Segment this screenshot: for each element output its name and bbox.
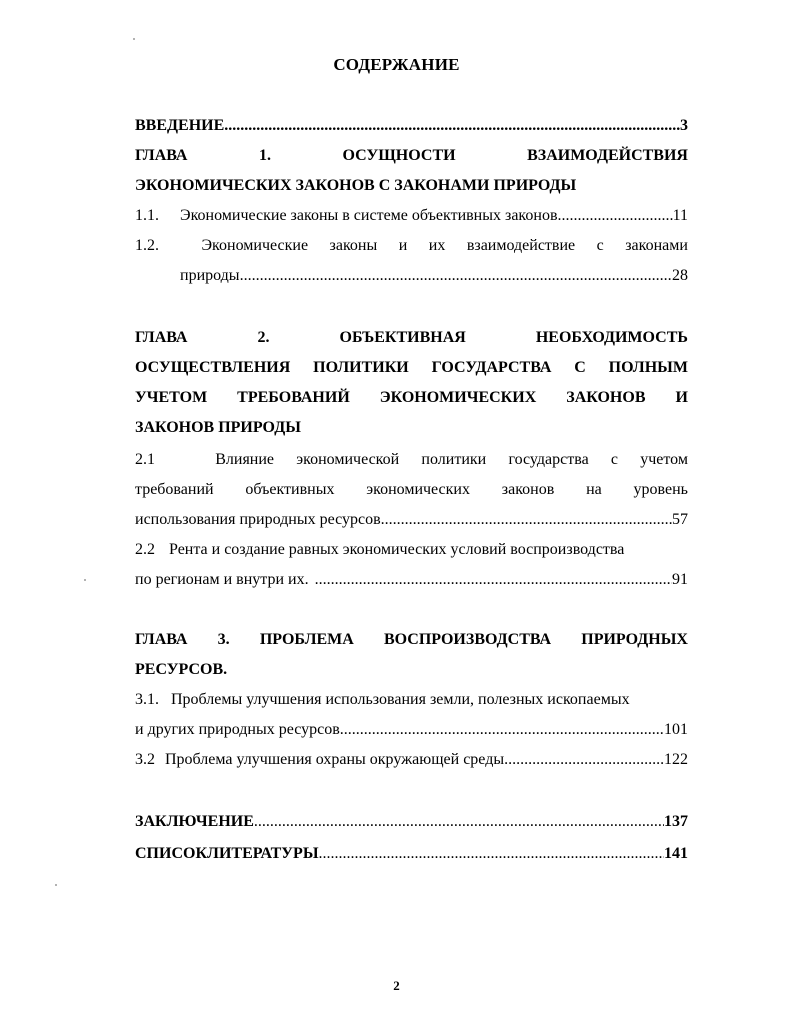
section-title: по регионам и внутри их. xyxy=(135,571,309,588)
chapter-2-title-line-1 xyxy=(135,325,688,351)
title-word: ЭКОНОМИЧЕСКИХ xyxy=(379,389,537,406)
section-number: 2.1 xyxy=(135,451,155,468)
section-number: 3.2 xyxy=(135,751,155,768)
page-title: СОДЕРЖАНИЕ xyxy=(333,55,460,74)
toc-entry-1-2-line-1[interactable] xyxy=(135,233,688,259)
chapter-2-title-line-2 xyxy=(135,355,688,381)
leader-dots xyxy=(315,567,672,593)
section-word: политики xyxy=(421,451,487,468)
toc-page-number: 91 xyxy=(672,571,688,588)
section-word: на xyxy=(586,481,602,498)
leader-dots xyxy=(240,263,672,289)
toc-page-number: 101 xyxy=(664,721,688,738)
toc-entry-intro[interactable] xyxy=(135,113,688,139)
section-title: использования природных ресурсов xyxy=(135,511,381,528)
leader-dots xyxy=(381,507,672,533)
section-word: экономической xyxy=(296,451,400,468)
title-word: ГОСУДАРСТВА xyxy=(431,359,552,376)
toc-entry-3-2[interactable] xyxy=(135,747,688,773)
toc-entry-label: ВВЕДЕНИЕ xyxy=(135,117,225,134)
section-number: 1.2. xyxy=(135,237,159,254)
toc-entry-conclusion[interactable] xyxy=(135,809,688,835)
title-word: С xyxy=(574,359,586,376)
leader-dots xyxy=(558,203,673,229)
section-number: 2.2 xyxy=(135,541,155,558)
toc-page-number: 57 xyxy=(672,511,688,528)
leader-dots xyxy=(254,809,664,835)
title-word: ТРЕБОВАНИЙ xyxy=(237,389,350,406)
title-word: 1. xyxy=(258,147,271,164)
section-word: с xyxy=(610,451,618,468)
section-word: законы xyxy=(329,237,378,254)
title-word: ГЛАВА xyxy=(135,329,188,346)
toc-entry-1-1[interactable] xyxy=(135,203,688,229)
section-word: экономических xyxy=(366,481,470,498)
section-word: требований xyxy=(135,481,214,498)
title-word: ПРИРОДНЫХ xyxy=(581,631,688,648)
toc-entry-bibliography[interactable] xyxy=(135,841,688,867)
toc-page-number: 11 xyxy=(672,207,688,224)
toc-page-number: 137 xyxy=(664,813,688,830)
chapter-2-title-line-4: ЗАКОНОВ ПРИРОДЫ xyxy=(135,419,301,436)
toc-page-number: 122 xyxy=(664,751,688,768)
title-word: УЧЕТОМ xyxy=(135,389,208,406)
section-word: с xyxy=(596,237,604,254)
title-word: ОСУЩНОСТИ xyxy=(342,147,456,164)
toc-entry-label: СПИСОКЛИТЕРАТУРЫ xyxy=(135,845,319,862)
section-word: Влияние xyxy=(215,451,275,468)
chapter-1-title-line-2: ЭКОНОМИЧЕСКИХ ЗАКОНОВ С ЗАКОНАМИ ПРИРОДЫ xyxy=(135,177,577,194)
toc-page-number: 28 xyxy=(672,267,688,284)
leader-dots xyxy=(224,113,680,139)
section-word: их xyxy=(428,237,446,254)
scan-speck xyxy=(133,38,135,40)
section-number: 3.1. xyxy=(135,691,159,708)
title-word: ОБЪЕКТИВНАЯ xyxy=(339,329,466,346)
section-word: законами xyxy=(625,237,688,254)
title-word: ЗАКОНОВ xyxy=(566,389,646,406)
toc-entry-2-1-line-2[interactable] xyxy=(135,477,688,503)
section-word: взаимодействие xyxy=(466,237,576,254)
title-word: И xyxy=(675,389,688,406)
section-word: Экономические xyxy=(201,237,309,254)
toc-entry-3-1-line-2[interactable] xyxy=(135,717,688,743)
toc-entry-2-2-line-2[interactable] xyxy=(135,567,688,593)
section-title: Проблемы улучшения использования земли, полезных ископаемых xyxy=(171,691,630,708)
title-word: ОСУЩЕСТВЛЕНИЯ xyxy=(135,359,291,376)
leader-dots xyxy=(319,841,664,867)
toc-entry-label: ЗАКЛЮЧЕНИЕ xyxy=(135,813,254,830)
section-word: законов xyxy=(501,481,555,498)
title-word: 2. xyxy=(257,329,270,346)
title-word: ГЛАВА xyxy=(135,147,188,164)
title-word: ВОСПРОИЗВОДСТВА xyxy=(383,631,552,648)
chapter-1-title-line-1 xyxy=(135,143,688,169)
toc-page-number: 141 xyxy=(664,845,688,862)
section-word: уровень xyxy=(633,481,688,498)
leader-dots xyxy=(340,717,664,743)
section-word: учетом xyxy=(640,451,688,468)
section-number: 1.1. xyxy=(135,207,159,224)
page-number: 2 xyxy=(393,978,400,993)
title-word: ПОЛИТИКИ xyxy=(313,359,409,376)
toc-entry-3-1-line-1[interactable] xyxy=(135,687,688,713)
title-word: ВЗАИМОДЕЙСТВИЯ xyxy=(527,147,688,164)
title-word: НЕОБХОДИМОСТЬ xyxy=(535,329,688,346)
toc-entry-2-1-line-1[interactable] xyxy=(135,447,688,473)
chapter-3-title-line-2: РЕСУРСОВ. xyxy=(135,661,228,678)
chapter-3-title-line-1 xyxy=(135,627,688,653)
title-word: 3. xyxy=(217,631,230,648)
title-word: ГЛАВА xyxy=(135,631,188,648)
scan-speck xyxy=(55,884,57,886)
section-word: государства xyxy=(508,451,589,468)
toc-entry-1-2-line-2[interactable] xyxy=(135,263,688,289)
section-title: Проблема улучшения охраны окружающей среды xyxy=(165,751,505,768)
section-title: Экономические законы в системе объективных законов xyxy=(180,207,558,224)
toc-entry-2-1-line-3[interactable] xyxy=(135,507,688,533)
title-word: ПРОБЛЕМА xyxy=(259,631,354,648)
leader-dots xyxy=(504,747,664,773)
section-word: и xyxy=(398,237,408,254)
title-word: ПОЛНЫМ xyxy=(608,359,688,376)
section-word: объективных xyxy=(245,481,335,498)
toc-page-number: 3 xyxy=(680,117,688,134)
section-title: Рента и создание равных экономических условий воспроизводства xyxy=(169,541,625,558)
chapter-2-title-line-3 xyxy=(135,385,688,411)
section-title: и других природных ресурсов xyxy=(135,721,340,738)
scan-speck xyxy=(84,579,86,581)
toc-entry-2-2-line-1[interactable] xyxy=(135,537,688,563)
section-title: природы xyxy=(180,267,240,284)
